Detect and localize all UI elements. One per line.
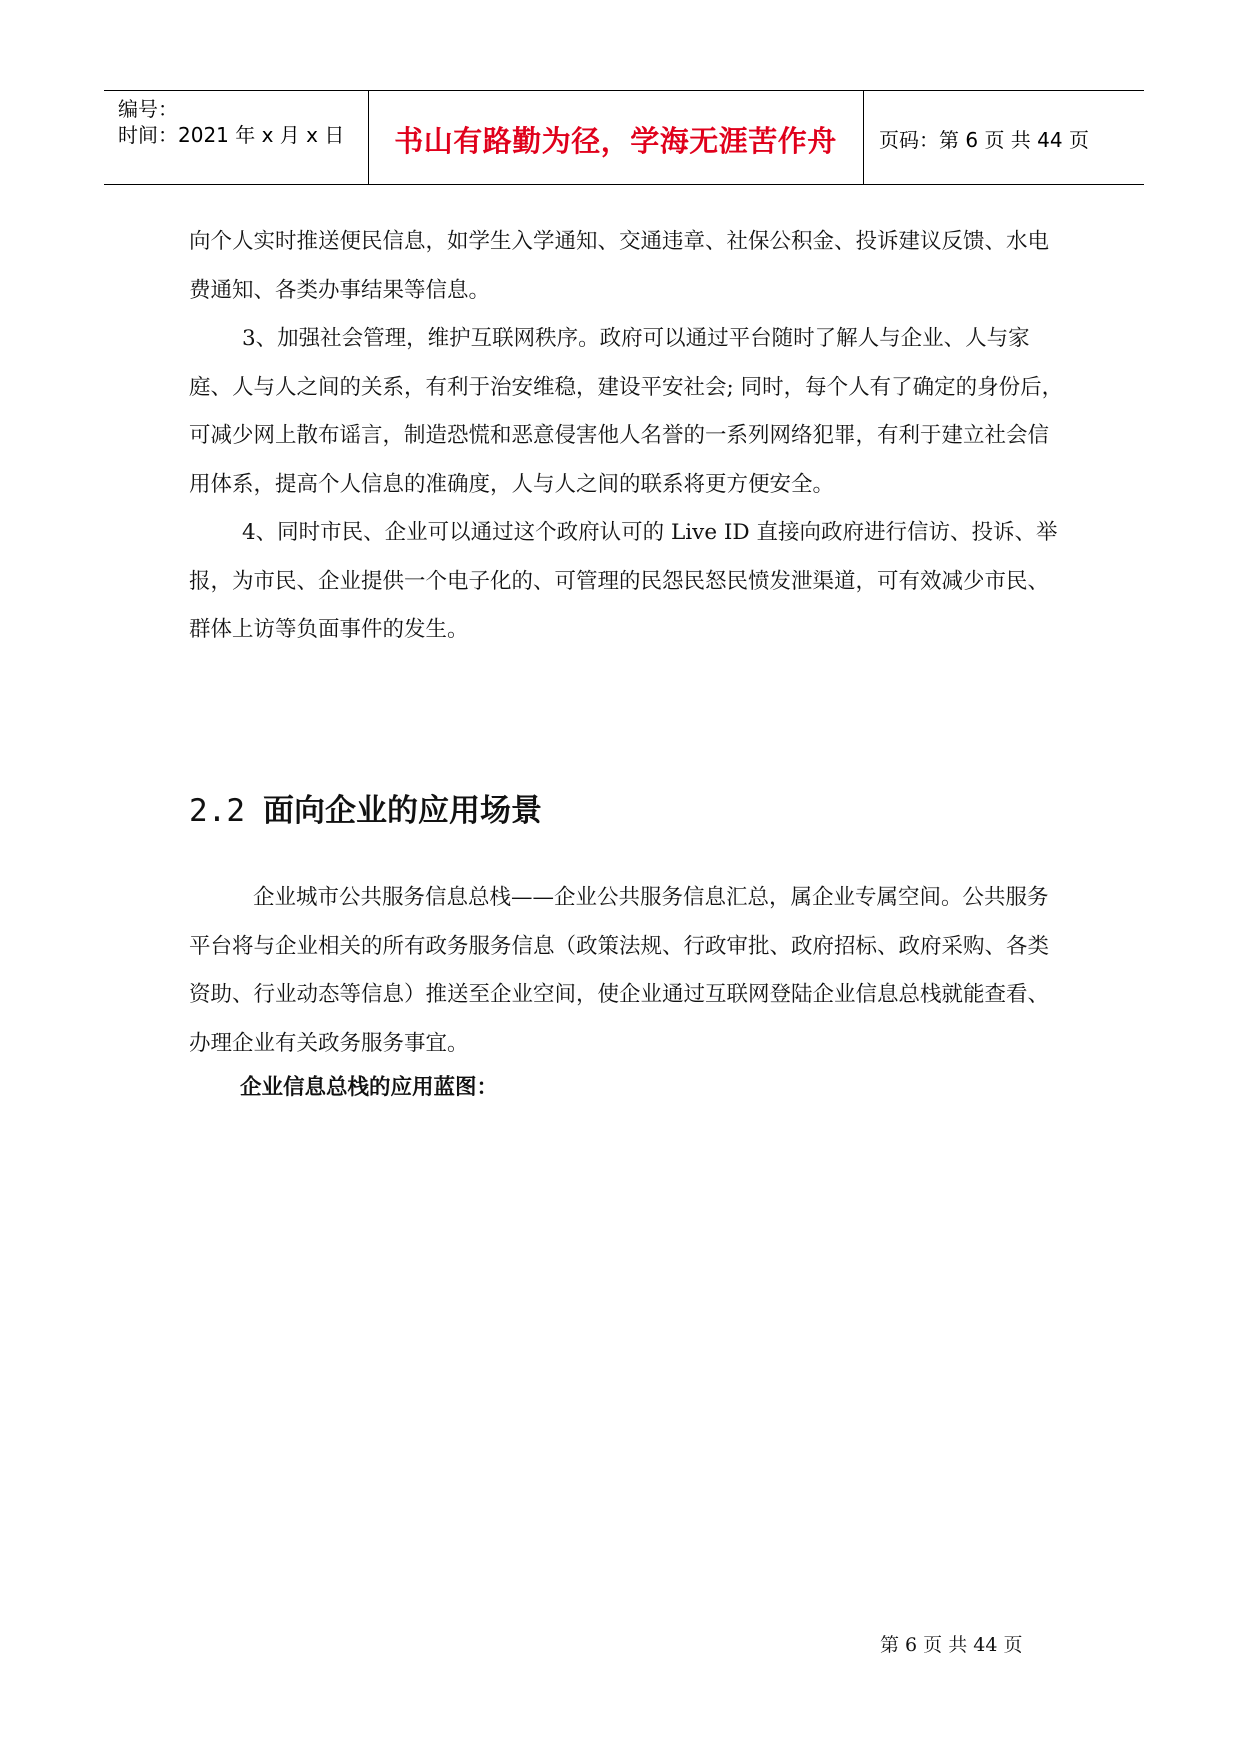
document-date: 时间：2021 年 x 月 x 日 <box>118 123 345 147</box>
body-text <box>189 218 1069 655</box>
document-number-label: 编号： <box>118 97 178 121</box>
header-motto-cell <box>368 91 864 184</box>
header-page-code: 页码：第 6 页 共 44 页 <box>879 128 1089 152</box>
section-paragraph: 企业城市公共服务信息总栈——企业公共服务信息汇总，属企业专属空间。公共服务平台将与企业相关的所有政务服务信息（政策法规、行政审批、政府招标、政府采购、各类资助、行业动态等信息）推送至企业空间，使企业通过互联网登陆企业信息总栈就能查看、办理企业有关政务服务事宜。 <box>189 885 1050 1056</box>
header-info-cell <box>104 91 369 184</box>
document-header <box>104 90 1144 185</box>
section-title-text: 面向企业的应用场景 <box>263 793 542 829</box>
page-footer: 第 6 页 共 44 页 <box>880 1634 1023 1656</box>
header-motto: 书山有路勤为径，学海无涯苦作舟 <box>394 124 837 158</box>
section-body <box>189 874 1069 1068</box>
subheading-blueprint: 企业信息总栈的应用蓝图： <box>240 1075 499 1100</box>
paragraph-continuation: 向个人实时推送便民信息，如学生入学通知、交通违章、社保公积金、投诉建议反馈、水电费通知、各类办事结果等信息。 <box>189 229 1050 303</box>
section-number: 2.2 <box>189 793 245 829</box>
paragraph-item-3: 3、加强社会管理，维护互联网秩序。政府可以通过平台随时了解人与企业、人与家庭、人与人之间的关系，有利于治安维稳，建设平安社会; 同时，每个人有了确定的身份后，可减少网上散布谣言，制造恐慌和恶意侵害他人名誉的一系列网络犯罪，有利于建立社会信用体系，提高个人信息的准确度，人与人之间的联系将更方便安全。 <box>189 326 1064 497</box>
section-heading <box>189 785 542 830</box>
paragraph-item-4: 4、同时市民、企业可以通过这个政府认可的 Live ID 直接向政府进行信访、投诉、举报，为市民、企业提供一个电子化的、可管理的民怨民怒民愤发泄渠道，可有效减少市民、群体上访等负面事件的发生。 <box>189 520 1058 642</box>
header-page-cell <box>863 91 1144 184</box>
